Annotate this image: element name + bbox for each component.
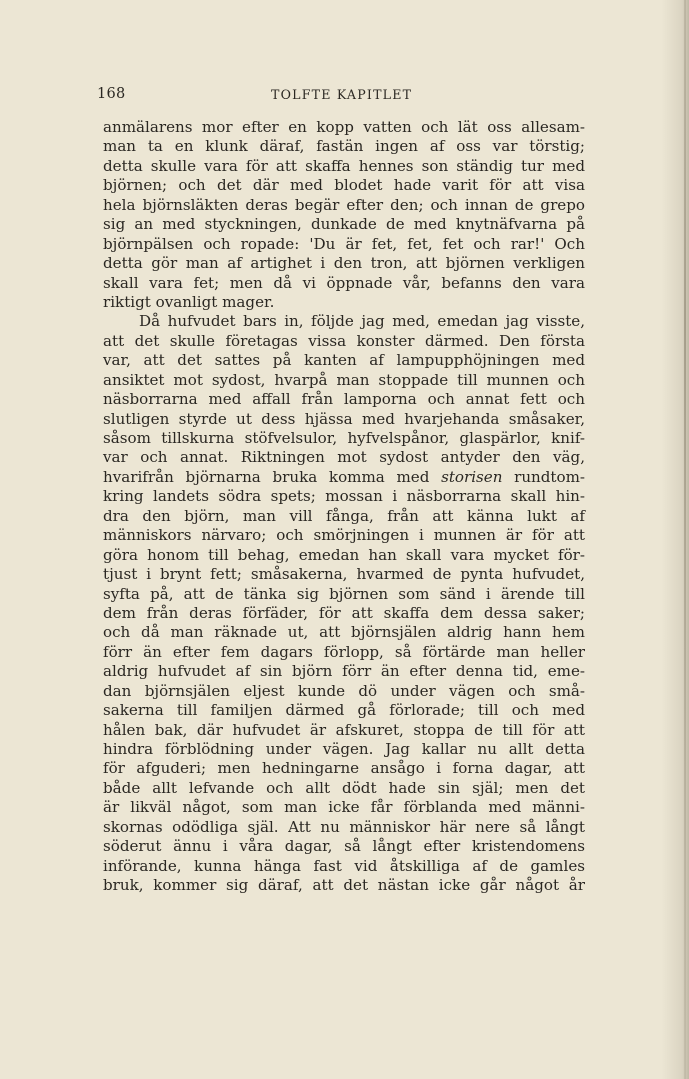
text-line: dem från deras förfäder, för att skaffa dem dessa saker; — [103, 603, 585, 622]
text-line: dan björnsjälen eljest kunde dö under vägen och små- — [103, 681, 585, 700]
text-line: att det skulle företagas vissa konster därmed. Den första — [103, 331, 585, 350]
text-line: kring landets södra spets; mossan i näsborrarna skall hin- — [103, 487, 585, 506]
text-line: för afguderi; men hedningarne ansågo i forna dagar, att — [103, 759, 585, 778]
text-line: både allt lefvande och allt dödt hade sin själ; men det — [103, 778, 585, 797]
text-line: bruk, kommer sig däraf, att det nästan icke går något år — [103, 876, 585, 895]
text-line: sakerna till familjen därmed gå förlorade; till och med — [103, 701, 585, 720]
text-line: björnen; och det där med blodet hade varit för att visa — [103, 176, 585, 195]
page-edge-shadow — [684, 0, 686, 1079]
body-text — [103, 118, 585, 896]
text-line: förr än efter fem dagars förlopp, så förtärde man heller — [103, 642, 585, 661]
text-line: såsom tillskurna stöfvelsulor, hyfvelspånor, glaspärlor, knif- — [103, 429, 585, 447]
chapter-title: TOLFTE KAPITLET — [271, 87, 413, 102]
text-line: göra honom till behag, emedan han skall vara mycket för- — [103, 545, 585, 564]
text-line: hindra förblödning under vägen. Jag kallar nu allt detta — [103, 740, 585, 758]
text-line: hålen bak, där hufvudet är afskuret, stoppa de till för att — [103, 720, 585, 739]
text-line: skornas odödliga själ. Att nu människor här nere så långt — [103, 817, 585, 836]
text-line: ansiktet mot sydost, hvarpå man stoppade till munnen och — [103, 370, 585, 389]
page-number: 168 — [97, 86, 126, 102]
text-line: hela björnsläkten deras begär efter den; och innan de grepo — [103, 195, 585, 214]
text-line: anmälarens mor efter en kopp vatten och lät oss allesam- — [103, 118, 585, 136]
text-line: är likväl något, som man icke får förblanda med männi- — [103, 798, 585, 817]
paragraph-2 — [103, 312, 585, 895]
text-line: Då hufvudet bars in, följde jag med, emedan jag visste, — [139, 312, 585, 331]
emphasized-word: storisen — [441, 467, 503, 486]
text-line: människors närvaro; och smörjningen i munnen är för att — [103, 526, 585, 545]
text-line — [103, 468, 585, 487]
text-line: slutligen styrde ut dess hjässa med hvarjehanda småsaker, — [103, 409, 585, 428]
paragraph-1 — [103, 118, 585, 312]
text-line: dra den björn, man vill fånga, från att känna lukt af — [103, 506, 585, 525]
text-line: björnpälsen och ropade: 'Du är fet, fet, fet och rar!' Och — [103, 234, 585, 253]
running-header — [97, 86, 587, 106]
text-line: detta gör man af artighet i den tron, att björnen verkligen — [103, 254, 585, 273]
text-fragment: rundtom- — [502, 467, 585, 486]
text-line: skall vara fet; men då vi öppnade vår, befanns den vara — [103, 273, 585, 292]
text-line: söderut ännu i våra dagar, så långt efter kristendomens — [103, 837, 585, 856]
text-line: man ta en klunk däraf, fastän ingen af oss var törstig; — [103, 137, 585, 156]
text-fragment: hvarifrån björnarna bruka komma med — [103, 467, 442, 486]
text-line: och då man räknade ut, att björnsjälen aldrig hann hem — [103, 623, 585, 642]
text-line: riktigt ovanligt mager. — [103, 292, 275, 311]
text-line: aldrig hufvudet af sin björn förr än efter denna tid, eme- — [103, 662, 585, 681]
text-line: var och annat. Riktningen mot sydost antyder den väg, — [103, 448, 585, 467]
text-line: näsborrarna med affall från lamporna och annat fett och — [103, 390, 585, 409]
text-line: var, att det sattes på kanten af lampupphöjningen med — [103, 351, 585, 370]
text-line: tjust i brynt fett; småsakerna, hvarmed de pynta hufvudet, — [103, 565, 585, 584]
text-line: sig an med styckningen, dunkade de med knytnäfvarna på — [103, 215, 585, 234]
text-line: införande, kunna hänga fast vid åtskilliga af de gamles — [103, 856, 585, 875]
text-line: syfta på, att de tänka sig björnen som sänd i ärende till — [103, 584, 585, 603]
text-line: detta skulle vara för att skaffa hennes son ständig tur med — [103, 156, 585, 175]
